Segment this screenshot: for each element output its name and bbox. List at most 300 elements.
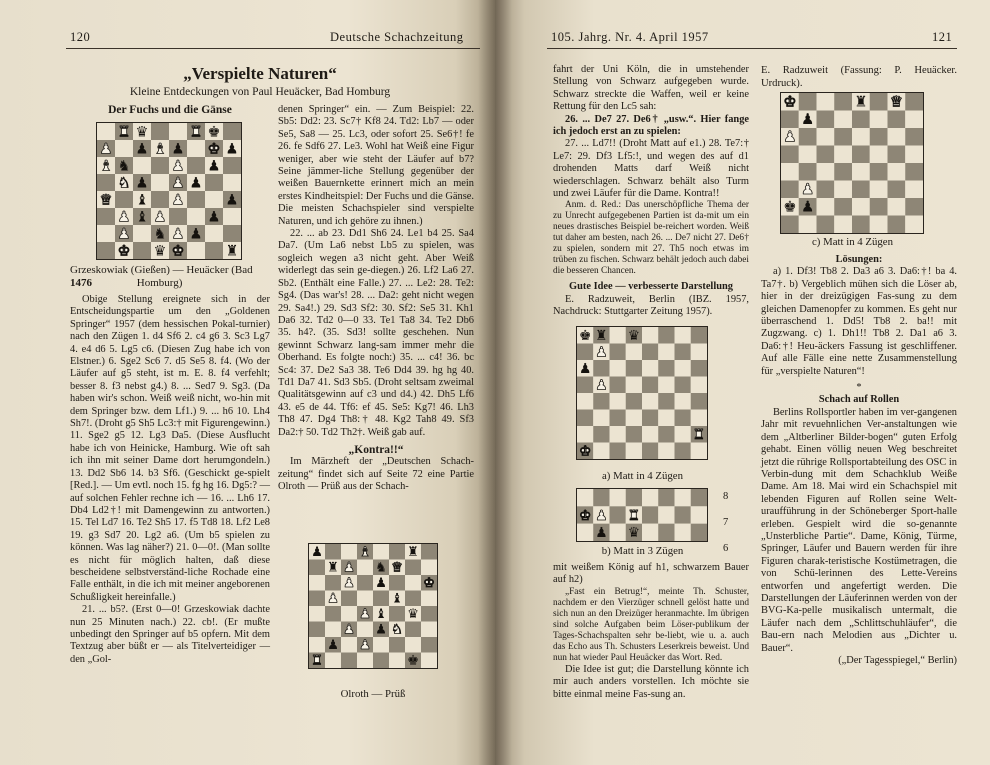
board-square <box>852 198 870 216</box>
kontra-heading: „Kontra!!“ <box>348 443 404 456</box>
board-square <box>870 198 888 216</box>
board-square <box>187 242 205 259</box>
board-square <box>610 506 626 523</box>
board-square <box>675 426 691 443</box>
board-square <box>169 123 187 140</box>
board-square <box>675 410 691 427</box>
chess-board-3 <box>576 326 708 460</box>
board-square <box>905 93 923 111</box>
board-square <box>642 443 658 460</box>
board-square <box>817 181 835 199</box>
board-square <box>817 198 835 216</box>
chess-piece: ♝ <box>153 141 167 158</box>
board-square <box>187 157 205 174</box>
board-square <box>373 653 389 669</box>
board-square <box>781 216 799 234</box>
board-square <box>626 426 642 443</box>
running-head: 105. Jahrg. Nr. 4. April 1957 <box>551 30 709 44</box>
board-square <box>817 128 835 146</box>
board-square <box>341 591 357 607</box>
board-square <box>870 163 888 181</box>
board-square <box>151 123 169 140</box>
board-square <box>658 393 674 410</box>
board-square <box>781 111 799 129</box>
chess-piece: ♛ <box>627 525 641 541</box>
board-square <box>691 524 707 541</box>
board-square <box>691 327 707 344</box>
chess-piece: ♟ <box>595 344 608 361</box>
board-square <box>691 344 707 361</box>
board-square <box>852 181 870 199</box>
chess-piece: ♟ <box>171 141 185 158</box>
chess-piece: ♟ <box>135 141 149 158</box>
chess-piece: ♝ <box>99 158 113 175</box>
col2-para-1: denen Springer“ ein. — Zum Beispiel: 22. Sb5: Dd2: 23. Sc7† Kf8 24. Td2: Lb7 — oder Se5, Sa8 — 25. Lc3, oder sofort 25. Se6†! fe 26. fe Sdf6 27. Le3. Wohl hat Weiß eine Figur weniger, aber wie steht der Läufer auf b7? Seine jämmer-liche Stellung gegenüber der weißen Bauernkette erinnert mich an mein erstes Kindheitspiel: Der Fuchs und die Gänse. Die meisten Schachspieler sind verspielte Naturen, und ich gehöre zu ihnen.) <box>278 104 474 227</box>
board-square <box>97 123 115 140</box>
board-square <box>888 163 906 181</box>
chess-piece: ♟ <box>327 638 339 654</box>
diagram-number: 1476 <box>70 277 92 290</box>
board-square <box>691 360 707 377</box>
board-square <box>309 575 325 591</box>
page-number: 120 <box>70 30 91 44</box>
board-square <box>577 426 593 443</box>
board-square <box>133 242 151 259</box>
col3-note-2: „Fast ein Betrug!“, meinte Th. Schuster, nachdem er den Vierzüger schnell gelöst hatte und sich nun an den Dreizüger heranmachte. Im übrigen sind solche Aufgaben beim Löser-publikum der Tages-Schachspalten sehr be-liebt, wie u. a. auch das Echo aus Th. Schusters Leserkreis beweist. Und nun hat wieder Paul Heuäcker das Wort. Red. <box>553 586 749 663</box>
board-square <box>151 174 169 191</box>
board-square <box>577 489 593 506</box>
board-square <box>905 163 923 181</box>
board-square <box>675 393 691 410</box>
board-square <box>626 360 642 377</box>
board-square <box>151 157 169 174</box>
diagram-caption-text: Grzeskowiak (Gießen) — Heuäcker (Bad <box>70 264 253 276</box>
chess-diagram <box>577 489 707 541</box>
board-square <box>626 344 642 361</box>
board-square <box>658 327 674 344</box>
chess-piece: ♟ <box>327 591 339 607</box>
board-square <box>905 181 923 199</box>
board-square <box>357 575 373 591</box>
board-square <box>577 410 593 427</box>
board-square <box>642 489 658 506</box>
column-1 <box>70 294 270 666</box>
board-square <box>421 606 437 622</box>
board-square <box>223 123 241 140</box>
schach-heading: Schach auf Rollen <box>818 394 900 406</box>
board-square <box>405 575 421 591</box>
chess-piece: ♝ <box>359 545 371 561</box>
board-square <box>593 489 609 506</box>
board-square <box>593 410 609 427</box>
chess-board-2 <box>308 543 438 669</box>
board-square <box>870 146 888 164</box>
board-square <box>834 128 852 146</box>
board-square <box>205 242 223 259</box>
chess-piece: ♟ <box>207 209 221 226</box>
chess-piece: ♞ <box>117 158 131 175</box>
board-square <box>675 524 691 541</box>
board-square <box>325 622 341 638</box>
chess-piece: ♚ <box>207 141 221 158</box>
chess-diagram <box>97 123 241 259</box>
board-square <box>834 181 852 199</box>
col2-moves: 22. ... ab 23. Dd1 Sh6 24. Le1 b4 25. Sa4 Da7. (Um La6 nebst Lb5 zu spielen, was sogleich wegen a3 nicht geht. Aber Weiß widerlegt das sein ge-diegen.) 26. Lf2 La6 27. Sb2. (Enthält eine Falle.) 27. ... Le2: 28. Te2: Sg4. (Das war's! 28. ... Da2: geht nicht wegen 29. Sa4!.) 29. Sd3 Sf2: 30. Sf2: Se5 31. Kh1 Da6 32. Td2 0—0 33. Te1 Ta8 34. Te2 Db6 35. h4?. (35. Sd3! sollte geschehen. Nun gewinnt Schwarz lang-sam immer mehr die Oberhand. Es folgte noch:) 35. ... c4! 36. bc Sc4: 37. De2 Sa3 38. Te6 Dd4 39. hg hg 40. Td1 Da7 41. Sd3 Sb5. (Droht seltsam zweimal Qualitätsgewinn auf c3 und d4.) 42. Dh5 Lf6 43. e5 de 44. Tf6: ef 45. Se5: Kg7! 46. Lh3 Th8 47. Dg4 Th8:† 48. Kg2 Tah8 49. Sf3 Da2:† 50. Td2 Th2†. Weiß gab auf. <box>278 228 474 438</box>
running-head: Deutsche Schachzeitung <box>330 30 464 44</box>
board-square <box>405 591 421 607</box>
article-subtitle: Kleine Entdeckungen von Paul Heuäcker, Bad Homburg <box>129 86 391 98</box>
board-square <box>169 208 187 225</box>
board3-caption: a) Matt in 4 Zügen <box>602 470 683 482</box>
board-square <box>610 524 626 541</box>
board-square <box>642 377 658 394</box>
column-2 <box>278 104 474 494</box>
board-square <box>610 410 626 427</box>
board-square <box>905 128 923 146</box>
board-square <box>905 216 923 234</box>
board-square <box>691 506 707 523</box>
board-square <box>593 393 609 410</box>
board-square <box>781 163 799 181</box>
schach-text: Berlins Rollsportler haben im ver-gangenen Jahr mit revuehnlichen Ver-anstaltungen wie dem „Altberliner Bilder-bogen“ guten Erfolg gehabt. Einen völlig neuen Weg beschreitet jetzt die rührige Rollsportabteilung des OSC in Verbin-dung mit dem Schachklub Weiße Dame. Am 18. Mai wird ein Schachspiel mit lebenden Figuren auf Rollen seine Welt-uraufführung in der Schöneberger Sport-halle erleben. Gespielt wird die so-genannte „Unsterbliche Partie“. Dame, König, Türme, Springer, Läufer und Bauern werden für ihre Figuren charak-teristische Kostümetragen, die von Schü-lerinnen des Lette-Vereins entworfen und angefertigt werden. Die Darstellungen der Läuferinnen werden von der BVG-Ka-pelle musikalisch untermalt, die Läufer nach dem „Schlittschuhläufer“, die Bau-ern nach Melodien aus „Dichter u. Bauer“. <box>761 406 957 654</box>
column-3 <box>553 64 749 319</box>
board-square <box>817 216 835 234</box>
chess-piece: ♝ <box>375 607 387 623</box>
board-square <box>341 606 357 622</box>
board-square <box>309 606 325 622</box>
chess-piece: ♛ <box>407 607 419 623</box>
board-square <box>309 560 325 576</box>
chess-piece: ♝ <box>135 192 149 209</box>
chess-piece: ♟ <box>99 141 113 158</box>
chess-piece: ♟ <box>359 638 371 654</box>
chess-piece: ♟ <box>117 209 131 226</box>
board-square <box>357 653 373 669</box>
col3-moves-1: 26. ... De7 27. De6† „usw.“. Hier fange ich jedoch erst an zu spielen: <box>553 113 749 138</box>
board-square <box>658 506 674 523</box>
board-square <box>389 575 405 591</box>
board-square <box>642 506 658 523</box>
board-square <box>626 489 642 506</box>
board-square <box>341 637 357 653</box>
board-square <box>421 560 437 576</box>
col3-para-1: fahrt der Uni Köln, die in umstehender Stellung von Schwarz aufgegeben wurde. Schwarz streckte die Waffen, weil er keine Rettung für den Lc5 sah: <box>553 64 749 113</box>
section-star: * <box>856 382 862 394</box>
chess-piece: ♟ <box>359 607 371 623</box>
chess-piece: ♚ <box>578 507 592 524</box>
diagram-caption <box>70 264 270 290</box>
board-square <box>373 544 389 560</box>
board-square <box>834 198 852 216</box>
board-square <box>817 111 835 129</box>
board-square <box>675 327 691 344</box>
board-square <box>658 377 674 394</box>
board-square <box>133 225 151 242</box>
gute-idee-heading: Gute Idee — verbesserte Darstellung <box>569 281 733 293</box>
rank-label-8: 8 <box>723 491 729 502</box>
schach-source: („Der Tagesspiegel,“ Berlin) <box>838 655 957 666</box>
chess-piece: ♟ <box>578 360 592 377</box>
board-square <box>357 560 373 576</box>
chess-piece: ♚ <box>171 243 185 259</box>
board-square <box>642 524 658 541</box>
board-square <box>405 637 421 653</box>
board-square <box>187 191 205 208</box>
board-square <box>373 637 389 653</box>
board-square <box>888 216 906 234</box>
board-square <box>405 622 421 638</box>
board-square <box>642 327 658 344</box>
rank-label-7: 7 <box>723 517 729 528</box>
board-square <box>675 344 691 361</box>
board-square <box>405 560 421 576</box>
board5-caption: c) Matt in 4 Zügen <box>812 236 893 248</box>
board-square <box>799 216 817 234</box>
column-4-top: E. Radzuweit (Fassung: P. Heuäcker. Urdruck). <box>761 65 957 90</box>
chess-diagram <box>781 93 923 233</box>
chess-piece: ♟ <box>117 226 131 243</box>
board-square <box>658 360 674 377</box>
board-square <box>888 146 906 164</box>
col3-end: Die Idee ist gut; die Darstellung könnte ich mir auch anders vorstellen. Ich möchte sie bitte einmal meine Fas-sung an. <box>553 663 749 700</box>
chess-piece: ♞ <box>117 175 131 192</box>
board-square <box>817 93 835 111</box>
board-square <box>577 393 593 410</box>
board-square <box>389 653 405 669</box>
chess-diagram <box>577 327 707 459</box>
board-square <box>642 393 658 410</box>
board-square <box>888 198 906 216</box>
board-square <box>187 140 205 157</box>
board-square <box>658 410 674 427</box>
gute-idee-source: E. Radzuweit, Berlin (IBZ. 1957, Nachdruck: Stuttgarter Zeitung 1957). <box>553 293 749 318</box>
board-square <box>642 410 658 427</box>
article-title: „Verspielte Naturen“ <box>183 64 337 83</box>
rank-labels <box>723 484 728 562</box>
chess-piece: ♚ <box>407 653 419 668</box>
board-square <box>834 111 852 129</box>
board-square <box>834 216 852 234</box>
board-square <box>309 591 325 607</box>
board-square <box>834 93 852 111</box>
board-square <box>852 216 870 234</box>
board-square <box>658 426 674 443</box>
loesungen-heading: Lösungen: <box>835 254 883 265</box>
board-square <box>834 163 852 181</box>
board-square <box>577 344 593 361</box>
board-square <box>577 524 593 541</box>
chess-piece: ♜ <box>595 327 608 344</box>
board-square <box>309 637 325 653</box>
board-square <box>389 637 405 653</box>
board-square <box>610 489 626 506</box>
col3-after: mit weißem König auf h1, schwarzem Bauer auf h2) <box>553 562 749 586</box>
board-square <box>626 377 642 394</box>
board-square <box>421 637 437 653</box>
board-square <box>905 146 923 164</box>
chess-piece: ♛ <box>391 560 403 576</box>
chess-board-1 <box>96 122 242 260</box>
chess-piece: ♜ <box>311 653 323 668</box>
board-square <box>593 443 609 460</box>
board-square <box>325 575 341 591</box>
chess-piece: ♟ <box>225 141 239 158</box>
chess-piece: ♝ <box>135 209 149 226</box>
board-square <box>373 591 389 607</box>
chess-piece: ♟ <box>189 226 203 243</box>
chess-piece: ♟ <box>375 622 387 638</box>
chess-piece: ♜ <box>627 507 641 524</box>
column-4 <box>761 254 957 667</box>
diagram-heading: Der Fuchs und die Gänse <box>108 104 232 116</box>
chess-piece: ♟ <box>343 576 355 592</box>
board-square <box>799 163 817 181</box>
board-square <box>626 393 642 410</box>
board-square <box>799 128 817 146</box>
board4-caption: b) Matt in 3 Zügen <box>601 545 684 557</box>
board-square <box>675 506 691 523</box>
chess-piece: ♟ <box>375 576 387 592</box>
chess-piece: ♚ <box>207 124 221 141</box>
board-square <box>675 377 691 394</box>
board-square <box>341 544 357 560</box>
board-square <box>357 622 373 638</box>
board-square <box>888 181 906 199</box>
board-square <box>593 426 609 443</box>
board-square <box>691 443 707 460</box>
diagram-caption-end: Homburg) <box>136 277 183 290</box>
board-square <box>341 653 357 669</box>
board-square <box>325 606 341 622</box>
board-square <box>610 426 626 443</box>
header-rule <box>547 48 957 49</box>
board-square <box>421 653 437 669</box>
col1-para-1: Obige Stellung ereignete sich in der Entscheidungspartie um den „Goldenen Springer“ 1957 (dem hessischen Pokal-turnier) nach den Zügen 1. d4 Sf6 2. c4 g6 3. Sc3 Lg7 4. e4 d6 5. Lg5 c6. (Diesen Zug habe ich von Elstner.) 6. Sge2 Sc6 7. d5 Se5 8. f4. (Wo der Läufer auf g5 steht, ist m. E. 8. f4 verfehlt; besser 8. f3 nebst g4.) 8. ... Sed7 9. Sg3. (Da haben wir's schon. Weiß weiß nicht, wo-hin mit dem Springer bzw. dem Lf1.) 9. ... h6 10. Lh4 Sh7!. (Droht g5 Sh5 Lc3:† mit Figurengewinn.) 11. Sge2 g5 12. Lg3 Da5. (Diese Ausflucht habe ich von Heinicke, Hamburg. Wie oft sah ich ihn mit seiner Dame dort herumgondeln.) 13. Dd2 Sb6 14. b3 Sf6. (Geschickt ge-spielt [Red.]. — Um evtl. noch 15. fg hg 16. Dg5:? — auf solchen Fehler rechne ich — 16. ... Lh6 17. Db4 Ld2†! mit Damengewinn zu antworten.) 15. Tel Ld7 16. Te2 Sh5 17. f5 Td8 18. Lf2 Le8 19. g3 Sd7 20. Lg2 a6. (Um b5 spielen zu können. Was lag näher?) 21. 0—0!. (Man sollte es nicht für möglich halten, daß diese bescheidene selbstverständ-liche Rochade eine Falle enthält, in die ich mit meiner angeborenen Schußligkeit hereinfalle.) <box>70 294 270 603</box>
board-square <box>905 111 923 129</box>
kontra-text: Im Märzheft der „Deutschen Schach-zeitung“ findet sich auf Seite 72 eine Partie Olroth — Prüß aus der Schach- <box>278 456 474 493</box>
chess-piece: ♜ <box>854 93 868 111</box>
board-square <box>642 426 658 443</box>
chess-piece: ♜ <box>407 545 419 561</box>
board-square <box>799 146 817 164</box>
board-square <box>223 225 241 242</box>
board-square <box>852 163 870 181</box>
chess-piece: ♜ <box>117 124 131 141</box>
board-square <box>870 128 888 146</box>
board-square <box>888 128 906 146</box>
board-square <box>325 653 341 669</box>
board-square <box>151 191 169 208</box>
chess-piece: ♟ <box>595 525 608 541</box>
loesungen-text: a) 1. Df3! Tb8 2. Da3 a6 3. Da6:†! ba 4. Ta7†. b) Vergeblich mühen sich die Löser ab, hier in der dreizügigen Fas-sung zu dem gleichen Damenopfer zu kommen. Es geht nur überraschend 1. Dd5! Tb8 2. ba!! mit Zugzwang. c) 1. Dh1!! Tb8 2. Da1 a6 3. Da6:†! Heu-äckers Fassung ist geschliffener. Auf alle Fälle eine nette Zusammenstellung für „verspielte Naturen“! <box>761 266 957 377</box>
board-square <box>852 146 870 164</box>
board-square <box>834 146 852 164</box>
col3-moves-2: 27. ... Ld7!! (Droht Matt auf e1.) 28. Te7:† Le7: 29. Df3 Lf5:!, und wegen des auf d1 drohenden Matts darf Weiß nicht wiederschlagen. Schwarz behält also Turm und zwei Läufer für die Dame. Kontra!! <box>553 138 749 200</box>
board-square <box>205 191 223 208</box>
board-square <box>691 377 707 394</box>
chess-piece: ♟ <box>207 158 221 175</box>
board-square <box>610 360 626 377</box>
board-square <box>421 544 437 560</box>
chess-piece: ♛ <box>135 124 149 141</box>
board-square <box>691 410 707 427</box>
board-square <box>610 393 626 410</box>
board-square <box>115 191 133 208</box>
chess-diagram <box>309 544 437 668</box>
board-square <box>97 242 115 259</box>
board-square <box>852 128 870 146</box>
board-square <box>389 544 405 560</box>
chess-piece: ♟ <box>343 560 355 576</box>
chess-piece: ♚ <box>578 443 592 459</box>
chess-piece: ♟ <box>171 192 185 209</box>
board-square <box>658 489 674 506</box>
chess-piece: ♟ <box>225 192 239 209</box>
board-square <box>888 111 906 129</box>
board-square <box>852 111 870 129</box>
board-square <box>691 489 707 506</box>
board-square <box>223 157 241 174</box>
board-square <box>870 93 888 111</box>
board-square <box>421 591 437 607</box>
col3-editor-note: Anm. d. Red.: Das unerschöpfliche Thema der zu Unrecht aufgegebenen Partien ist da-mit um ein neues drastisches Beispiel be-reichert worden. Weiß tut daher am besten, nach 26. ... De7 nicht 27. De6† zu spielen, sondern mit 27. Th5 noch etwas im trüben zu fischen. Schwarz behält jedoch auch dabei die besseren Chancen. <box>553 200 749 277</box>
chess-piece: ♟ <box>800 180 815 199</box>
board-square <box>642 360 658 377</box>
board-square <box>626 410 642 427</box>
chess-piece: ♟ <box>189 175 203 192</box>
book-gutter <box>478 0 512 765</box>
board-square <box>817 146 835 164</box>
board-square <box>799 93 817 111</box>
board-square <box>905 198 923 216</box>
header-rule <box>66 48 480 49</box>
board2-caption: Olroth — Prüß <box>340 688 406 700</box>
board-square <box>658 524 674 541</box>
chess-piece: ♟ <box>171 158 185 175</box>
board-square <box>658 443 674 460</box>
board-square <box>593 360 609 377</box>
board-square <box>205 174 223 191</box>
rank-label-6: 6 <box>723 543 729 554</box>
chess-piece: ♝ <box>391 591 403 607</box>
board-square <box>205 225 223 242</box>
chess-piece: ♟ <box>171 175 185 192</box>
right-page <box>495 0 990 765</box>
board-square <box>870 181 888 199</box>
board-square <box>610 344 626 361</box>
board-square <box>781 146 799 164</box>
board-square <box>781 181 799 199</box>
chess-piece: ♚ <box>783 197 797 216</box>
chess-piece: ♛ <box>889 93 904 111</box>
chess-piece: ♜ <box>225 243 239 259</box>
page-number: 121 <box>932 30 953 44</box>
chess-piece: ♛ <box>99 192 113 209</box>
chess-board-4 <box>576 488 708 542</box>
chess-piece: ♟ <box>343 622 355 638</box>
chess-piece: ♟ <box>135 175 149 192</box>
chess-piece: ♜ <box>692 426 706 443</box>
chess-piece: ♞ <box>391 622 403 638</box>
board-square <box>187 208 205 225</box>
chess-piece: ♟ <box>800 110 815 129</box>
chess-piece: ♜ <box>189 124 203 141</box>
board-square <box>115 140 133 157</box>
board-square <box>870 111 888 129</box>
chess-piece: ♚ <box>117 243 131 259</box>
chess-piece: ♜ <box>327 560 339 576</box>
board-square <box>325 544 341 560</box>
